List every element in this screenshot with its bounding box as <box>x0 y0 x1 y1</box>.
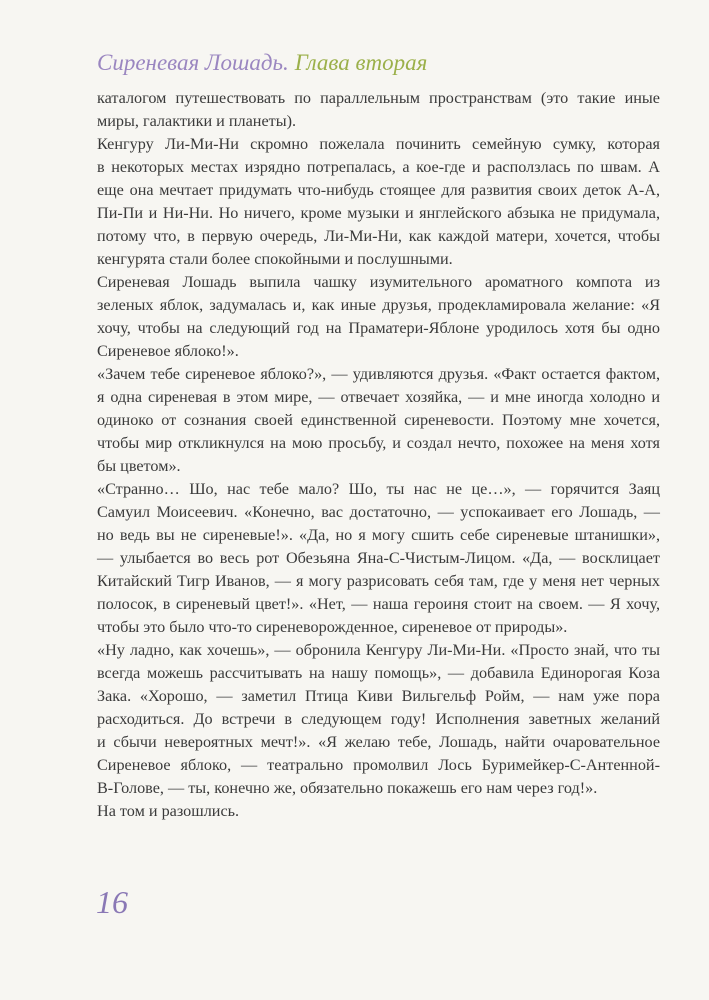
running-header <box>97 50 427 76</box>
text-line: расходиться. До встречи в следующем году! Исполнения заветных желаний <box>97 710 660 728</box>
text-line: «Странно… Шо, нас тебе мало? Шо, ты нас не це…», — горячится Заяц <box>97 480 660 498</box>
text-line: в некоторых местах изрядно потрепалась, а кое-где и расползлась по швам. А <box>97 158 660 176</box>
text-line: миры, галактики и планеты). <box>97 112 297 130</box>
book-title: Сиреневая Лошадь. <box>97 50 289 75</box>
text-line: кенгурята стали более спокойными и послушными. <box>97 250 453 268</box>
text-line: хочу, чтобы на следующий год на Праматери-Яблоне уродилось хотя бы одно <box>97 319 660 337</box>
chapter-title: Глава вторая <box>294 50 428 75</box>
text-line: но ведь вы не сиреневые!». «Да, но я могу сшить себе сиреневые штанишки», <box>97 526 660 544</box>
text-line: потому что, в первую очередь, Ли-Ми-Ни, как каждой матери, хочется, чтобы <box>97 227 660 245</box>
text-line: Зака. «Хорошо, — заметил Птица Киви Вильгельф Ройм, — нам уже пора <box>97 687 660 705</box>
text-line: Кенгуру Ли-Ми-Ни скромно пожелала починить семейную сумку, которая <box>97 135 660 153</box>
text-line: Сиреневое яблоко!». <box>97 342 239 360</box>
text-line: «Ну ладно, как хочешь», — обронила Кенгуру Ли-Ми-Ни. «Просто знай, что ты <box>97 641 660 659</box>
text-line: и сбычи невероятных мечт!». «Я желаю тебе, Лошадь, найти очаровательное <box>97 733 660 751</box>
text-line: Сиреневое яблоко, — театрально промолвил Лось Буримейкер-С-Антенной- <box>97 756 660 774</box>
text-line: зеленых яблок, задумалась и, как иные друзья, продекламировала желание: «Я <box>97 296 660 314</box>
text-line: Сиреневая Лошадь выпила чашку изумительного ароматного компота из <box>97 273 660 291</box>
text-line: «Зачем тебе сиреневое яблоко?», — удивляются друзья. «Факт остается фактом, <box>97 365 660 383</box>
text-line: В-Голове, — ты, конечно же, обязательно покажешь его нам через год!». <box>97 779 598 797</box>
text-line: Пи-Пи и Ни-Ни. Но ничего, кроме музыки и янглейского абзыка не придумала, <box>97 204 660 222</box>
text-line: Китайский Тигр Иванов, — я могу разрисовать себя там, где у меня нет черных <box>97 572 660 590</box>
text-line: всегда можешь рассчитывать на нашу помощь», — добавила Единорогая Коза <box>97 664 660 682</box>
body-text <box>97 87 660 823</box>
text-line: — улыбается во весь рот Обезьяна Яна-С-Чистым-Лицом. «Да, — восклицает <box>97 549 660 567</box>
text-line: На том и разошлись. <box>97 802 240 820</box>
text-line: чтобы мир откликнулся на мою просьбу, и создал нечто, похожее на меня хотя <box>97 434 660 452</box>
text-line: одиноко от сознания своей единственной сиреневости. Поэтому мне хочется, <box>97 411 660 429</box>
text-line: Самуил Моисеевич. «Конечно, вас достаточно, — успокаивает его Лошадь, — <box>97 503 660 521</box>
text-line: бы цветом». <box>97 457 181 475</box>
text-line: чтобы это было что-то сиреневорожденное, сиреневое от природы». <box>97 618 568 636</box>
text-line: полосок, в сиреневый цвет!». «Нет, — наша героиня стоит на своем. — Я хочу, <box>97 595 660 613</box>
text-line: я одна сиреневая в этом мире, — отвечает хозяйка, — и мне иногда холодно и <box>97 388 660 406</box>
page-number: 16 <box>96 884 128 920</box>
text-line: каталогом путешествовать по параллельным пространствам (это такие иные <box>97 89 660 107</box>
text-line: еще она мечтает придумать что-нибудь стоящее для развития своих деток А-А, <box>97 181 660 199</box>
